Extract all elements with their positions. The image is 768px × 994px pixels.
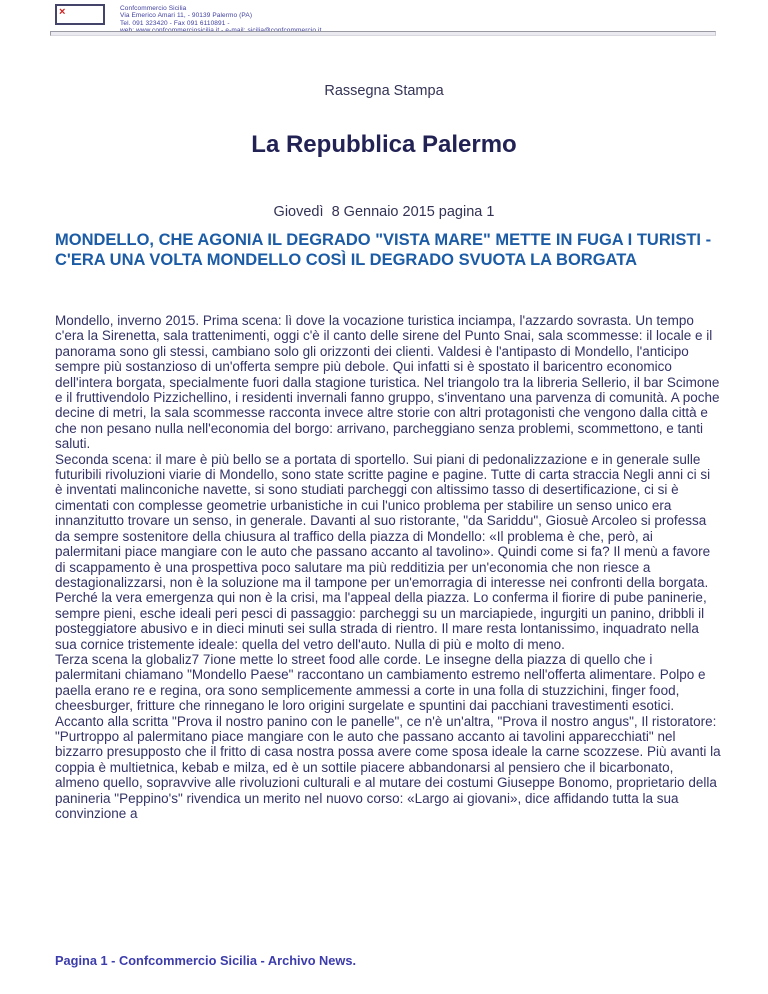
- contact-line-address: Via Emerico Amari 11, - 90139 Palermo (PA): [120, 12, 253, 20]
- header-divider: [50, 31, 716, 36]
- article-headline: MONDELLO, CHE AGONIA IL DEGRADO "VISTA MARE" METTE IN FUGA I TURISTI - C'ERA UNA VOLTA MONDELLO COSÌ IL DEGRADO SVUOTA LA BORGATA: [55, 231, 712, 269]
- source-title: La Repubblica Palermo: [251, 131, 517, 158]
- article-paragraph: Mondello, inverno 2015. Prima scena: lì dove la vocazione turistica inciampa, l'azzardo sovrasta. Un tempo c'era la Sirenetta, sala trattenimenti, oggi c'è il canto delle sirene del Punto Snai, sala scommesse: il locale e il panorama sono gli stessi, cambiano solo gli orizzonti dei clienti. Valdesi è l'antipasto di Mondello, l'anticipo sempre più sostanzioso di un'offerta sempre più debole. Qui infatti si è spostato il baricentro economico dell'intera borgata, specialmente fuori dalla stagione turistica. Nel triangolo tra la libreria Sellerio, il bar Scimone e il fruttivendolo Pizzichellino, i residenti invernali fanno gruppo, s'inventano una parvenza di comunità. A poche decine di metri, la sala scommesse racconta invece altre storie con altri protagonisti che vengono dalla città e che non pesano nulla nell'economia del borgo: arrivano, parcheggiano senza problemi, scommettono, e tanti saluti.: [55, 313, 720, 452]
- date-line: Giovedì 8 Gennaio 2015 pagina 1: [273, 204, 495, 220]
- article-body: [55, 313, 721, 821]
- article-paragraph: Seconda scena: il mare è più bello se a portata di sportello. Sui piani di pedonalizzazione e in generale sulle futuribili rivoluzioni viarie di Mondello, sono state scritte pagine e pagine. Tutte di carta straccia Negli anni ci si è inventati malinconiche navette, si sono studiati parcheggi con altissimo tasso di desertificazione, ci si è cimentati con complesse geometrie urbanistiche in cui l'unico problema per stabilire un senso unico era innanzitutto trovare un senso, in generale. Davanti al suo ristorante, "da Sariddu", Giosuè Arcoleo si professa da sempre sostenitore della chiusura al traffico della piazza di Mondello: «Il problema è che, però, ai palermitani piace mangiare con le auto che passano accanto al tavolino». Quindi come si fa? Il menù a favore di scappamento è una prospettiva poco salutare ma più redditizia per un'economia che non riesce a destagionalizzarsi, non è la soluzione ma il tampone per un'emorragia di interesse nei confronti della borgata. Perché la vera emergenza qui non è la crisi, ma l'appeal della piazza. Lo conferma il fiorire di pube paninerie, sempre pieni, esche ideali peri pesci di passaggio: parcheggi su un marciapiede, ingurgiti un panino, dribbli il posteggiatore abusivo e in dieci minuti sei sulla strada di rientro. Il mare resta lontanissimo, inquadrato nella sua cornice tristemente ideale: quella del vetro dell'auto. Nulla di più e molto di meno.: [55, 451, 711, 652]
- section-title: Rassegna Stampa: [324, 83, 444, 99]
- contact-line-org: Confcommercio Sicilia: [120, 5, 187, 12]
- page-footer: Pagina 1 - Confcommercio Sicilia - Archivo News.: [55, 953, 357, 968]
- broken-image-icon: [55, 4, 105, 25]
- contact-line-phone: Tel. 091 323420 - Fax 091 6110891 -: [120, 19, 230, 27]
- header-contact-block: [120, 5, 321, 34]
- broken-image-x-icon: ×: [59, 6, 66, 18]
- article-paragraph: Terza scena la globaliz7 7ione mette lo street food alle corde. Le insegne della piazza di quello che i palermitani chiamano "Mondello Paese" raccontano un cambiamento estremo nell'offerta alimentare. Polpo e paella erano re e regina, ora sono semplicemente ammessi a corte in una folla di stuzzichini, finger food, cheesburger, fritture che rinnegano le loro origini surgelate e spuntini dai pacchiani travestimenti esotici. Accanto alla scritta "Prova il nostro panino con le panelle", ce n'è un'altra, "Prova il nostro angus", Il ristoratore: "Purtroppo al palermitano piace mangiare con le auto che passano accanto ai tavolini apparecchiati" nel bizzarro presupposto che il fritto di casa nostra possa avere come sposa ideale la carne scozzese. Più avanti la coppia è multietnica, kebab e milza, ed è un sottile piacere abbandonarsi al pensiero che il bicarbonato, almeno quello, sopravvive alle rivoluzioni culturali e al mutare dei costumi Giuseppe Bonomo, proprietario della panineria "Peppino's" rivendica un merito nel nuovo corso: «Largo ai giovani», dice affidando tutta la sua convinzione a: [55, 651, 721, 821]
